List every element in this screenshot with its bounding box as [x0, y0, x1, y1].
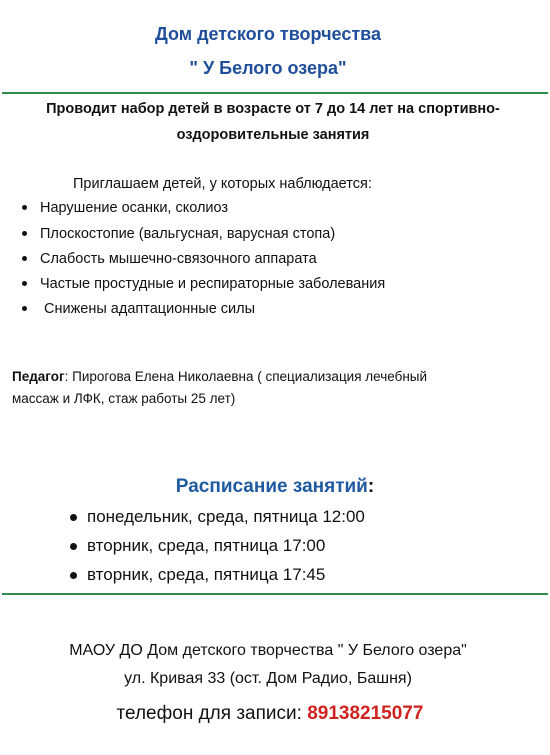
- bullet-icon: [70, 572, 77, 579]
- bullet-icon: [70, 543, 77, 550]
- header-title-line1: Дом детского творчества: [154, 24, 381, 44]
- schedule-item-text: вторник, среда, пятница 17:00: [87, 536, 326, 555]
- footer-address: ул. Кривая 33 (ост. Дом Радио, Башня): [124, 670, 412, 687]
- schedule-title: [0, 476, 550, 498]
- list-item-text: Нарушение осанки, сколиоз: [40, 200, 229, 216]
- schedule-item: [0, 507, 550, 533]
- intro-line-1: Проводит набор детей в возрасте от 7 до 14 лет на спортивно-: [46, 101, 500, 117]
- bullet-icon: [70, 514, 77, 521]
- schedule-item: [0, 536, 550, 562]
- schedule-title-text: Расписание занятий: [175, 476, 368, 497]
- invite-lead: Приглашаем детей, у которых наблюдается:: [73, 176, 372, 192]
- footer-org: МАОУ ДО Дом детского творчества " У Белого озера": [69, 642, 467, 659]
- list-item: [0, 301, 550, 325]
- list-item-text: Плоскостопие (вальгусная, варусная стопа): [40, 226, 336, 242]
- list-item: [0, 200, 550, 224]
- list-item: [0, 226, 550, 250]
- teacher-info: [12, 366, 532, 410]
- list-item-text: Слабость мышечно-связочного аппарата: [40, 251, 317, 267]
- phone-number: 89138215077: [307, 703, 424, 724]
- teacher-label: Педагог: [12, 369, 65, 384]
- list-item: [0, 276, 550, 300]
- bullet-icon: [22, 205, 27, 210]
- schedule-item: [0, 565, 550, 591]
- bullet-icon: [22, 306, 27, 311]
- top-divider: [2, 92, 548, 94]
- schedule-item-text: понедельник, среда, пятница 12:00: [87, 507, 365, 526]
- teacher-line-2: массаж и ЛФК, стаж работы 25 лет): [12, 391, 236, 406]
- bullet-icon: [22, 256, 27, 261]
- bullet-icon: [22, 281, 27, 286]
- schedule-title-colon: :: [367, 476, 375, 497]
- teacher-line-1: [12, 366, 532, 388]
- header-title-line2: " У Белого озера": [189, 58, 347, 78]
- bottom-divider: [2, 593, 548, 595]
- footer-phone-line: [0, 703, 540, 725]
- teacher-details: : Пирогова Елена Николаевна ( специализация лечебный: [64, 369, 428, 384]
- schedule-item-text: вторник, среда, пятница 17:45: [87, 565, 326, 584]
- list-item-text: Частые простудные и респираторные заболевания: [40, 276, 386, 292]
- intro-line-2: оздоровительные занятия: [176, 127, 370, 143]
- list-item-text: Снижены адаптационные силы: [44, 301, 256, 317]
- bullet-icon: [22, 231, 27, 236]
- phone-label: телефон для записи:: [116, 703, 308, 724]
- list-item: [0, 251, 550, 275]
- intro-text: [8, 96, 538, 148]
